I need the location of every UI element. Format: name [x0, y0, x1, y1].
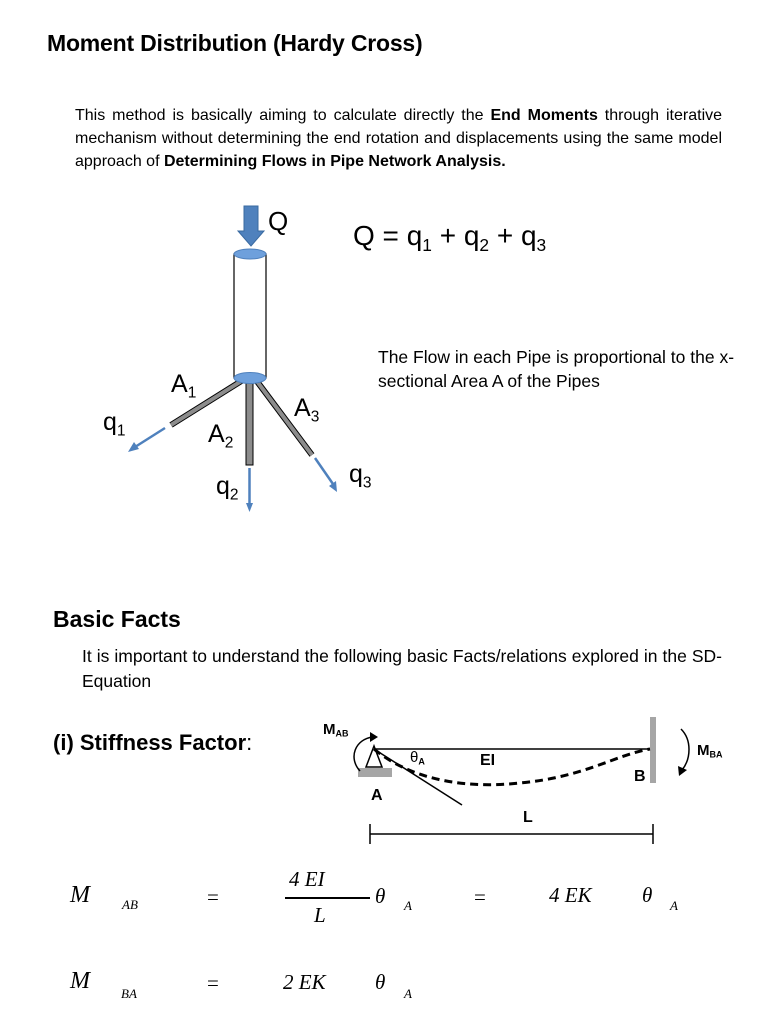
- eq1-equals-b: =: [474, 885, 486, 909]
- eq2-equals: =: [207, 971, 219, 995]
- moment-ab-arrow-head: [370, 732, 378, 742]
- eq-plus-q3: + q: [489, 220, 537, 251]
- inflow-q-label: Q: [268, 206, 289, 236]
- q3-arrow-shaft: [315, 458, 333, 484]
- eq-q-lhs: Q = q: [353, 220, 423, 251]
- pin-support-base: [358, 768, 392, 777]
- eq1-theta: θ: [375, 884, 386, 908]
- length-l-label: L: [523, 809, 533, 826]
- intro-text-2: through iterative mechanism without determining the end rotation and displacements using the same model approach of: [75, 107, 723, 170]
- q2-arrow-head: [246, 503, 253, 512]
- eq2-rhs: 2 EK: [283, 970, 326, 994]
- main-pipe-top-cap: [234, 249, 266, 259]
- area-a2-label: $A_2$: [208, 420, 234, 452]
- support-b-label: B: [634, 768, 646, 785]
- eq-sub-3: 3: [536, 235, 547, 256]
- eq2-sub-a: A: [404, 986, 412, 1001]
- flow-equation: [353, 220, 547, 256]
- eq1-numerator: 4 EI: [289, 867, 325, 891]
- pipe-a2: [246, 381, 253, 465]
- stiffness-heading-text: (i) Stiffness Factor: [53, 730, 247, 755]
- eq1-sub-a1: A: [404, 898, 412, 913]
- support-a-label: A: [371, 787, 383, 804]
- moment-ba-arrow: [681, 729, 689, 770]
- main-pipe: [234, 254, 266, 378]
- page-title: Moment Distribution (Hardy Cross): [47, 30, 423, 56]
- eq1-sub-ab: AB: [122, 897, 138, 912]
- stiffness-colon: :: [246, 730, 253, 755]
- eq1-fraction-bar: [285, 897, 370, 899]
- eq1-denominator: L: [314, 903, 326, 927]
- flow-proportional-caption: The Flow in each Pipe is proportional to the x-sectional Area A of the Pipes: [378, 347, 735, 391]
- eq-plus-q2: + q: [431, 220, 480, 251]
- eq1-sub-a2: A: [670, 898, 678, 913]
- q1-arrow-head: [128, 442, 139, 452]
- stiffness-factor-heading: [53, 730, 252, 756]
- intro-paragraph: [75, 104, 722, 173]
- ei-label: EI: [480, 752, 496, 769]
- area-a1-label: $A_1$: [171, 370, 197, 402]
- eq2-sub-ba: BA: [121, 986, 137, 1001]
- moment-ba-arrow-head: [678, 766, 687, 776]
- eq1-theta-2: θ: [642, 883, 653, 907]
- eq1-m: M: [70, 882, 90, 908]
- intro-text-1: This method is basically aiming to calculate directly the: [75, 107, 491, 124]
- fixed-support-b: [650, 717, 656, 783]
- intro-bold-end-moments: End Moments: [490, 107, 598, 124]
- flow-q1-label: $q_1$: [103, 408, 126, 440]
- intro-bold-pipe-network: Determining Flows in Pipe Network Analysis.: [163, 153, 506, 170]
- eq2-m: M: [70, 968, 90, 994]
- moment-ba-label: $M_{BA}$: [697, 742, 723, 760]
- theta-a-label: $\theta_A$: [410, 749, 425, 767]
- eq1-rhs: 4 EK: [549, 883, 592, 907]
- moment-ab-label: $M_{AB}$: [323, 721, 349, 739]
- pipe-network-figure: [0, 195, 360, 525]
- eq1-equals-a: =: [207, 885, 219, 909]
- q1-arrow-shaft: [135, 428, 165, 447]
- basic-facts-heading: Basic Facts: [53, 606, 181, 632]
- area-a3-label: $A_3$: [294, 394, 320, 426]
- basic-facts-text: It is important to understand the following basic Facts/relations explored in the SD- Equation: [82, 646, 722, 691]
- eq-sub-2: 2: [479, 235, 490, 256]
- inflow-arrow: [238, 206, 264, 246]
- flow-q3-label: $q_3$: [349, 460, 372, 492]
- eq2-theta: θ: [375, 970, 386, 994]
- eq-sub-1: 1: [422, 235, 432, 256]
- beam-figure: [340, 712, 730, 850]
- junction-cap: [234, 373, 266, 384]
- flow-q2-label: $q_2$: [216, 472, 239, 504]
